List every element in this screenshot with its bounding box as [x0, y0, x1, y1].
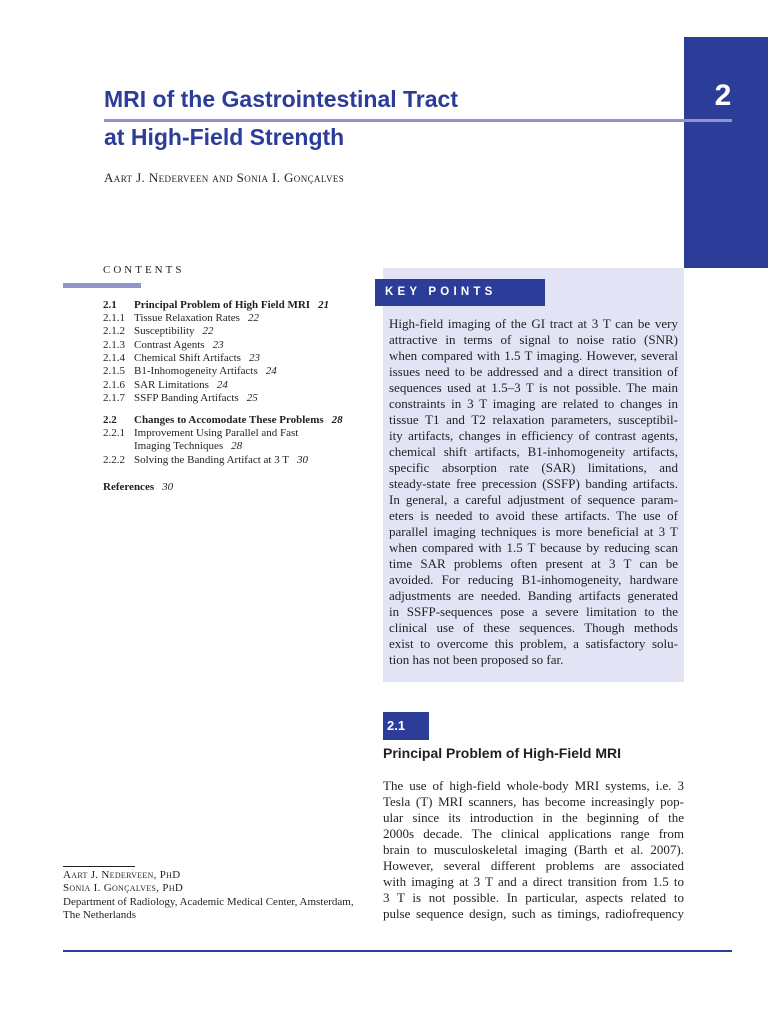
key-points-label: KEY POINTS — [375, 279, 545, 306]
body-line: with imaging at 3 T and a direct transition from 1.5 to — [383, 874, 684, 889]
body-line: brain to musculoskeletal imaging (Barth et al. 2007). — [383, 842, 684, 857]
toc-number: 2.1.2 — [103, 325, 125, 337]
key-points-line: eters is needed to avoid these artifacts. The use of — [389, 508, 678, 523]
toc-number: 2.1.5 — [103, 365, 125, 377]
contents-heading: CONTENTS — [103, 264, 185, 276]
affiliation-author2: Sonia I. Gonçalves, PhD — [63, 882, 184, 894]
toc-page: 25 — [246, 392, 258, 404]
toc-title: Tissue Relaxation Rates 22 — [134, 312, 259, 324]
toc-title: Principal Problem of High Field MRI 21 — [134, 299, 330, 311]
toc-title: Susceptibility 22 — [134, 325, 214, 337]
affiliation-author1: Aart J. Nederveen, PhD — [63, 869, 181, 881]
toc-title: Chemical Shift Artifacts 23 — [134, 352, 260, 364]
toc-page: 22 — [202, 325, 214, 337]
key-points-line: High-field imaging of the GI tract at 3 T can be very — [389, 316, 678, 331]
toc-page: 30 — [297, 454, 308, 466]
toc-page: 24 — [265, 365, 277, 377]
affiliation-city: The Netherlands — [63, 909, 136, 921]
chapter-title-line2: at High-Field Strength — [104, 124, 345, 150]
body-line: The use of high-field whole-body MRI systems, i.e. 3 — [383, 778, 684, 793]
toc-title: Changes to Accomodate These Problems 28 — [134, 414, 343, 426]
toc-page: 30 — [162, 481, 174, 493]
chapter-authors: Aart J. Nederveen and Sonia I. Gonçalves — [104, 170, 345, 185]
toc-title: Imaging Techniques 28 — [134, 440, 243, 452]
section-number-badge: 2.1 — [383, 712, 429, 740]
toc-number: 2.2.2 — [103, 454, 125, 466]
footer-rule — [63, 950, 732, 952]
key-points-line: constraints in 3 T imaging are related to changes in — [389, 396, 678, 411]
toc-number: 2.1.7 — [103, 392, 125, 404]
toc-number: 2.2 — [103, 414, 117, 426]
toc-title: Improvement Using Parallel and Fast — [134, 427, 299, 439]
key-points-line: In general, a careful adjustment of sequence param- — [389, 492, 678, 507]
toc-number: 2.1 — [103, 299, 117, 311]
body-line: pulse sequence design, such as timings, radiofrequency — [383, 906, 684, 921]
body-line: 2000s decade. The clinical applications range from — [383, 826, 684, 841]
key-points-line: specific absorption rate (SAR) limitations, and — [389, 460, 678, 475]
key-points-line: avoided. For reducing B1-inhomogeneity, hardware — [389, 572, 678, 587]
body-line: ular since its introduction in the beginning of the — [383, 810, 684, 825]
toc-page: 28 — [331, 414, 343, 426]
toc-page: 22 — [247, 312, 259, 324]
body-line: Tesla (T) MRI scanners, has become increasingly pop- — [383, 794, 684, 809]
toc-page: 24 — [216, 379, 228, 391]
toc-title: Solving the Banding Artifact at 3 T 30 — [134, 454, 308, 466]
chapter-tab — [684, 37, 768, 268]
toc-page: 23 — [248, 352, 260, 364]
key-points-line: adjustments are needed. Banding artifacts generated — [389, 588, 678, 603]
toc-title: SAR Limitations 24 — [134, 379, 228, 391]
affiliation-department: Department of Radiology, Academic Medical Center, Amsterdam, — [63, 896, 354, 908]
toc-page: 28 — [231, 440, 243, 452]
body-line: 3 T is not possible. In particular, aspects related to — [383, 890, 684, 905]
key-points-line: exist to overcome this problem, a satisfactory solu- — [389, 636, 678, 651]
body-line: However, several different problems are associated — [383, 858, 684, 873]
toc-title: SSFP Banding Artifacts 25 — [134, 392, 258, 404]
key-points-line: in SSFP-sequences pose a severe limitation to the — [389, 604, 678, 619]
key-points-line: attractive in terms of signal to noise ratio (SNR) — [389, 332, 678, 347]
section-title: Principal Problem of High-Field MRI — [383, 745, 622, 761]
key-points-line: when compared with 1.5 T because by reducing scan — [389, 540, 678, 555]
toc-entry-references[interactable] — [103, 481, 173, 494]
toc-number: 2.1.3 — [103, 339, 125, 351]
key-points-line: clinical use of these sequences. Though methods — [389, 620, 678, 635]
toc-number: 2.1.1 — [103, 312, 125, 324]
chapter-number: 2 — [714, 79, 732, 112]
key-points-line: tion has not been proposed so far. — [389, 652, 564, 667]
key-points-line: chemical shift artifacts, B1-inhomogeneity artifacts, — [389, 444, 678, 459]
key-points-line: when compared with 1.5 T imaging. However, several — [389, 348, 678, 363]
toc-number: 2.1.6 — [103, 379, 125, 391]
chapter-title-line1: MRI of the Gastrointestinal Tract — [104, 86, 458, 112]
toc-page: 21 — [318, 299, 330, 311]
key-points-line: issues need to be addressed and a direct transition of — [389, 364, 678, 379]
affiliation-rule — [63, 866, 135, 867]
toc-number: 2.2.1 — [103, 427, 125, 439]
key-points-line: tissue T1 and T2 relaxation parameters, susceptibil- — [389, 412, 678, 427]
key-points-line: steady-state free precession (SSFP) banding artifacts. — [389, 476, 678, 491]
toc-title: B1-Inhomogeneity Artifacts 24 — [134, 365, 277, 377]
key-points-line: time SAR problems often present at 3 T can be — [389, 556, 678, 571]
key-points-line: sequences used at 1.5–3 T is not possible. The main — [389, 380, 678, 395]
key-points-line: parallel imaging techniques is more beneficial at 3 T — [389, 524, 678, 539]
toc-title: Contrast Agents 23 — [134, 339, 224, 351]
toc-number: 2.1.4 — [103, 352, 125, 364]
contents-bar — [63, 283, 141, 288]
key-points-line: ity artifacts, changes in efficiency of contrast agents, — [389, 428, 678, 443]
toc-page: 23 — [212, 339, 224, 351]
toc-title: References — [103, 481, 155, 493]
